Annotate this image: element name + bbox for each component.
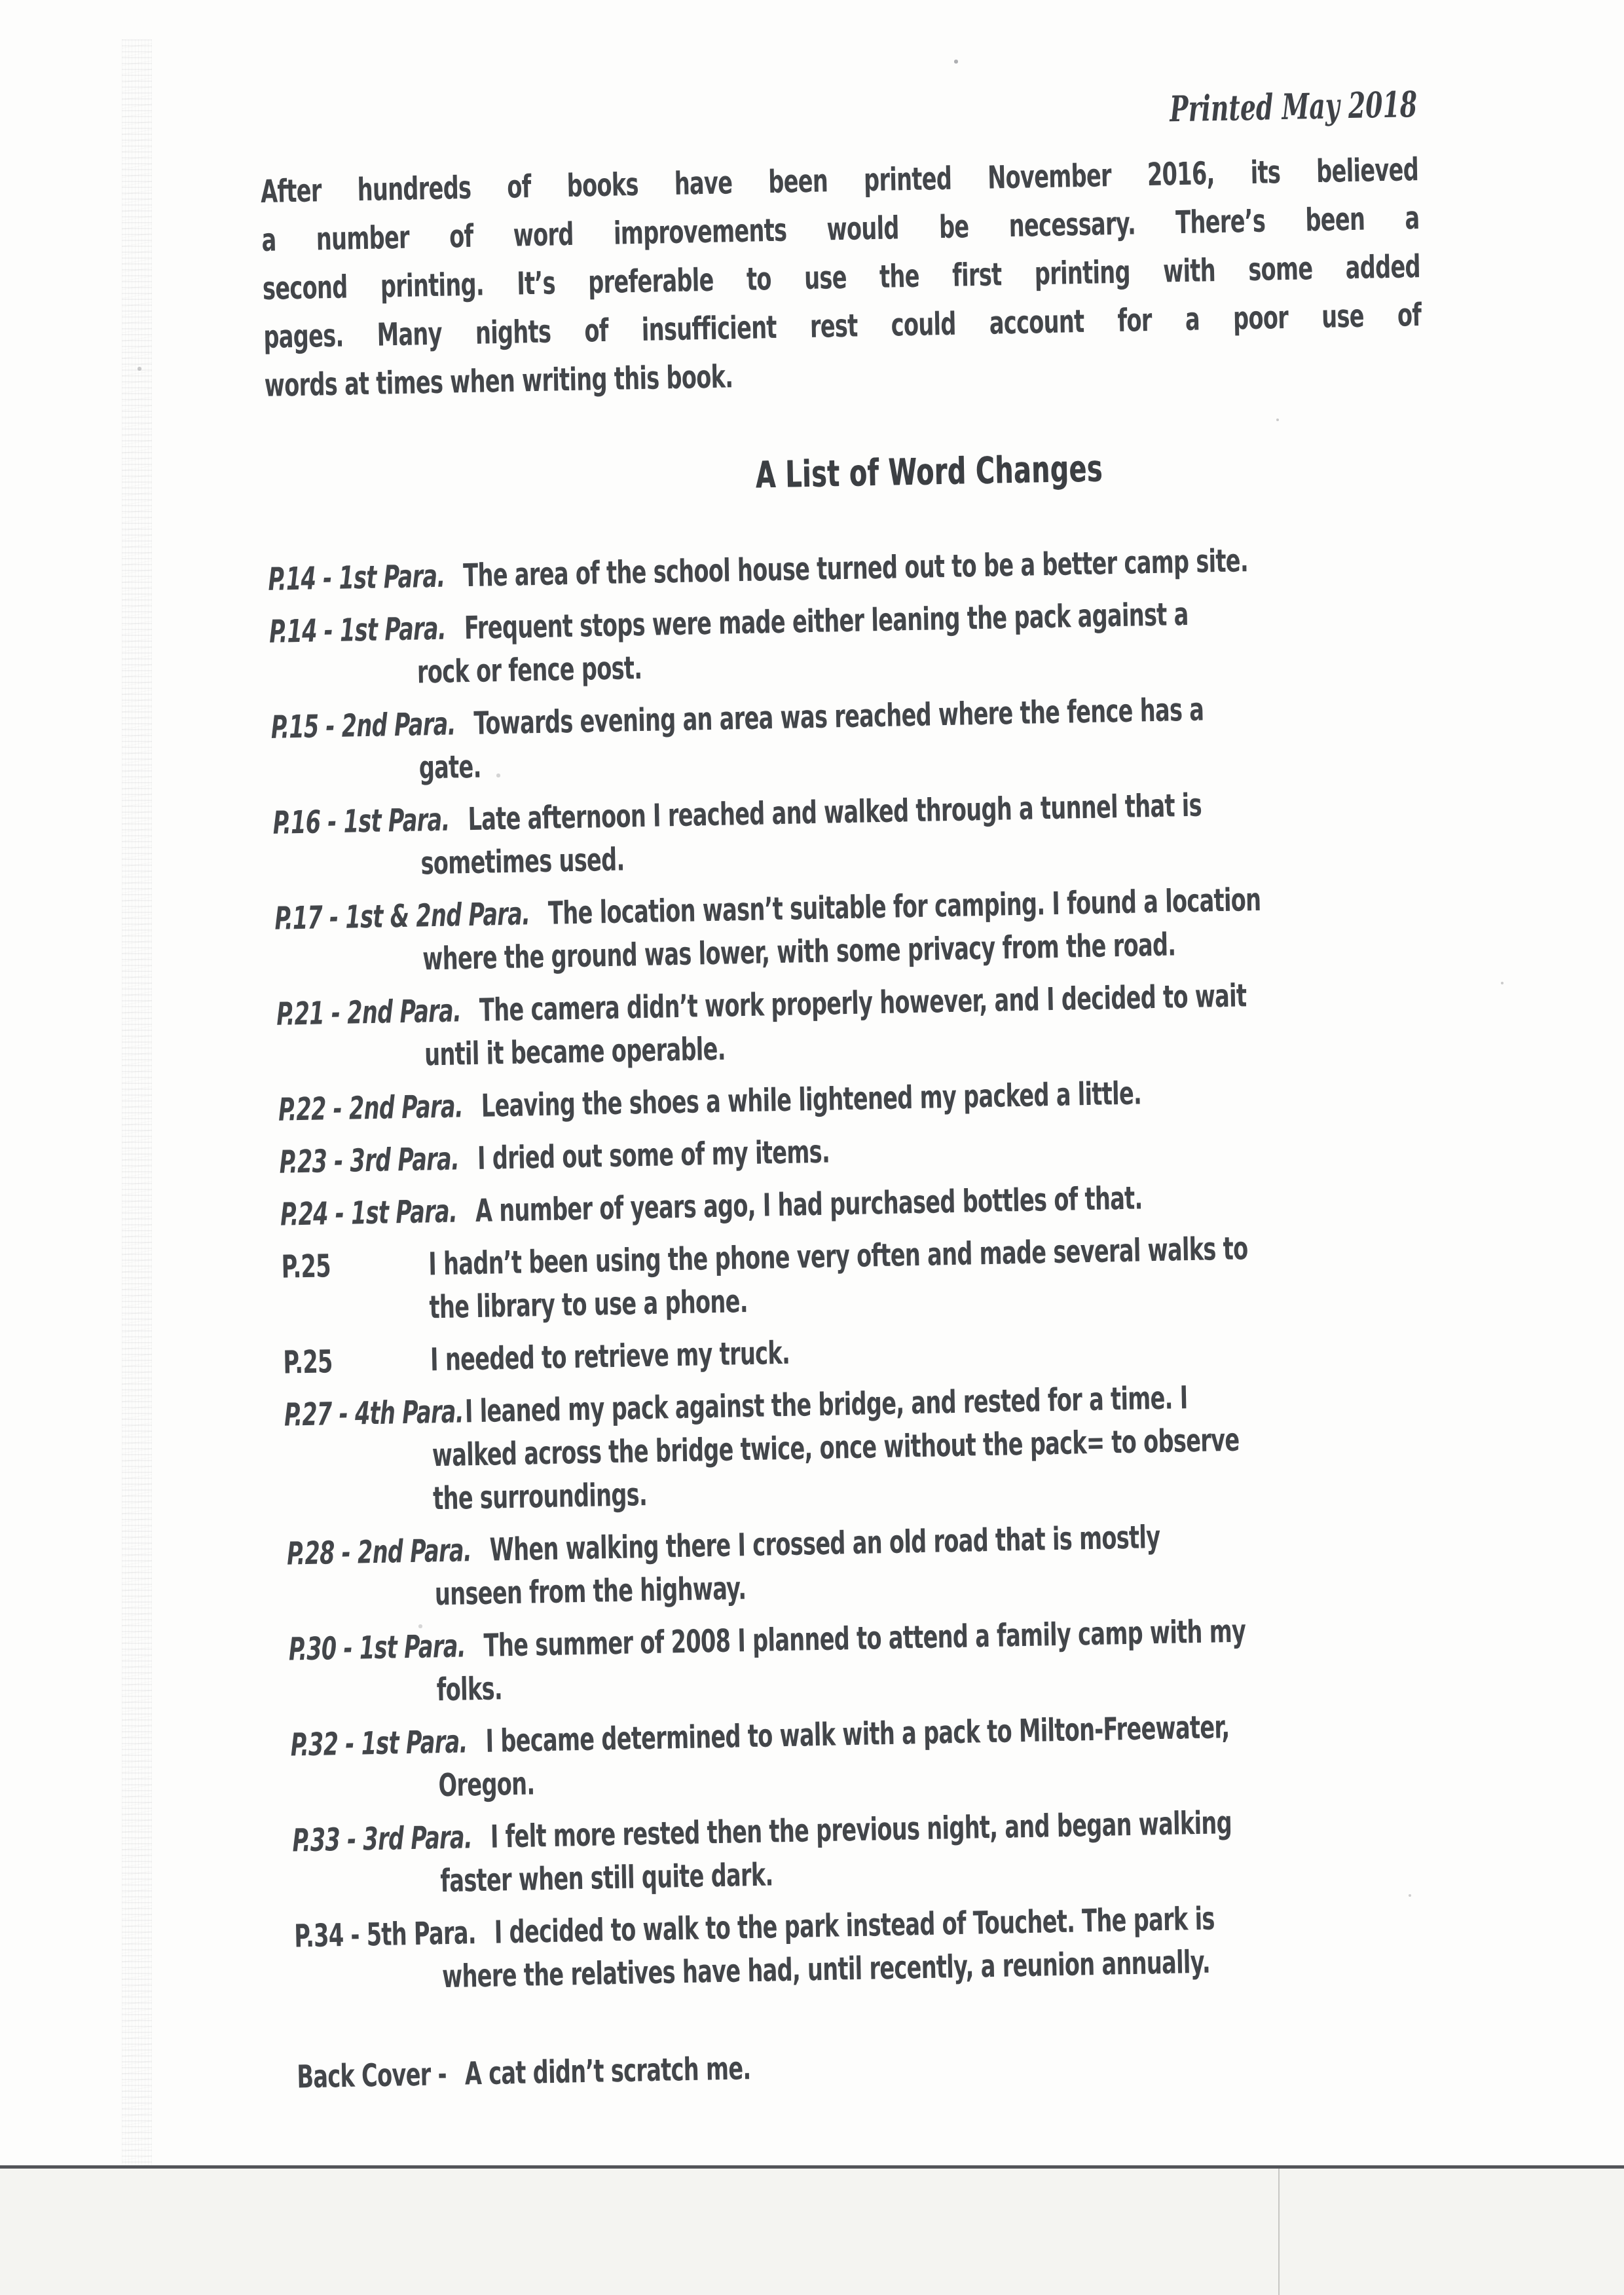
scan-specks xyxy=(0,0,1,1)
underlying-sheet-edge-line xyxy=(1278,2169,1280,2295)
entry-text: I became determined to walk with a pack to Milton-Freewater, xyxy=(485,1709,1230,1760)
entry-text: The location wasn’t suitable for camping. I found a location xyxy=(547,881,1261,932)
list-item-back-cover xyxy=(297,2034,1455,2099)
list-item xyxy=(274,875,1433,984)
list-item xyxy=(284,1371,1444,1523)
entry-text: I leaned my pack against the bridge, and rested for a time. I xyxy=(464,1379,1188,1430)
entry-label: P.32 - 1st Para. xyxy=(290,1723,468,1764)
entry-text: folks. xyxy=(436,1670,503,1709)
intro-paragraph xyxy=(260,145,1422,410)
list-item xyxy=(292,1797,1451,1906)
list-item xyxy=(286,1510,1445,1619)
entry-text: The area of the school house turned out to be a better camp site. xyxy=(462,542,1249,595)
entry-text: A cat didn’t scratch me. xyxy=(464,2050,751,2093)
page-content xyxy=(259,63,1455,2099)
entry-text: the library to use a phone. xyxy=(429,1283,748,1326)
list-item xyxy=(272,779,1431,888)
entry-label: P.25 xyxy=(281,1248,331,1286)
word-changes-list xyxy=(268,536,1455,2099)
entry-label: P.14 - 1st Para. xyxy=(268,610,447,650)
list-item xyxy=(268,588,1428,697)
intro-line: a number of word improvements would be necessary. There’s been a xyxy=(261,200,1420,259)
entry-text: I dried out some of my items. xyxy=(477,1133,830,1177)
entry-label: P.25 xyxy=(282,1343,333,1381)
entry-label: P.14 - 1st Para. xyxy=(267,557,445,598)
entry-text: Late afternoon I reached and walked through a tunnel that is xyxy=(467,787,1202,838)
entry-label: P.23 - 3rd Para. xyxy=(279,1140,460,1181)
intro-line: second printing. It’s preferable to use the first printing with some added xyxy=(262,248,1421,307)
entry-text: the surroundings. xyxy=(432,1476,648,1518)
entry-text: When walking there I crossed an old road that is mostly xyxy=(489,1518,1160,1569)
entry-text: Towards evening an area was reached where the fence has a xyxy=(473,691,1204,742)
entry-label: P.17 - 1st & 2nd Para. xyxy=(274,895,530,937)
entry-label: P.21 - 2nd Para. xyxy=(276,992,462,1033)
entry-text: Frequent stops were made either leaning the pack against a xyxy=(464,595,1189,647)
entry-text: walked across the bridge twice, once without the pack= to observe xyxy=(432,1421,1240,1474)
list-item xyxy=(294,1893,1453,2002)
entry-text: I decided to walk to the park instead of Touchet. The park is xyxy=(494,1900,1215,1951)
intro-line: words at times when writing this book. xyxy=(264,358,733,404)
entry-label: P.22 - 2nd Para. xyxy=(278,1088,464,1129)
entry-text: Leaving the shoes a while lightened my packed a little. xyxy=(481,1075,1142,1125)
entry-label: P.34 - 5th Para. xyxy=(293,1914,477,1955)
scan-noise-band xyxy=(122,39,152,2165)
entry-text: A number of years ago, I had purchased bottles of that. xyxy=(475,1180,1143,1229)
list-item xyxy=(270,684,1430,793)
entry-text: where the relatives have had, until recently, a reunion annually. xyxy=(441,1943,1211,1996)
section-heading: A List of Word Changes xyxy=(755,447,1103,497)
intro-line: pages. Many nights of insufficient rest could account for a poor use of xyxy=(263,296,1422,356)
entry-label: P.27 - 4th Para. xyxy=(284,1393,464,1434)
entry-text: I hadn’t been using the phone very often and made several walks to xyxy=(428,1230,1248,1283)
list-item xyxy=(276,971,1435,1079)
entry-text: I felt more rested then the previous night, and began walking xyxy=(490,1804,1232,1856)
entry-text: until it became operable. xyxy=(424,1030,726,1073)
entry-text: The camera didn’t work properly however, and I decided to wait xyxy=(479,977,1247,1029)
entry-label: P.33 - 3rd Para. xyxy=(291,1819,473,1859)
intro-line: After hundreds of books have been printed November 2016, its believed xyxy=(260,151,1419,210)
scanner-background xyxy=(0,2169,1624,2295)
entry-label: Back Cover - xyxy=(296,2056,447,2096)
entry-label: P.16 - 1st Para. xyxy=(272,801,451,842)
entry-label: P.24 - 1st Para. xyxy=(280,1193,458,1233)
list-item xyxy=(281,1223,1440,1332)
entry-label: P.15 - 2nd Para. xyxy=(270,705,456,746)
printed-date-note: Printed May 2018 xyxy=(1169,83,1418,130)
entry-text: Oregon. xyxy=(438,1765,535,1804)
entry-label: P.30 - 1st Para. xyxy=(288,1628,466,1668)
entry-text: rock or fence post. xyxy=(416,649,642,691)
list-item xyxy=(288,1606,1447,1715)
entry-text: where the ground was lower, with some privacy from the road. xyxy=(422,926,1176,978)
entry-text: I needed to retrieve my truck. xyxy=(430,1334,790,1379)
entry-label: P.28 - 2nd Para. xyxy=(286,1532,472,1573)
entry-text: sometimes used. xyxy=(420,841,625,882)
list-item xyxy=(290,1702,1449,1810)
entry-text: The summer of 2008 I planned to attend a family camp with my xyxy=(483,1613,1246,1664)
entry-text: unseen from the highway. xyxy=(434,1570,747,1613)
entry-text: faster when still quite dark. xyxy=(439,1856,774,1900)
entry-text: gate. xyxy=(418,748,482,787)
